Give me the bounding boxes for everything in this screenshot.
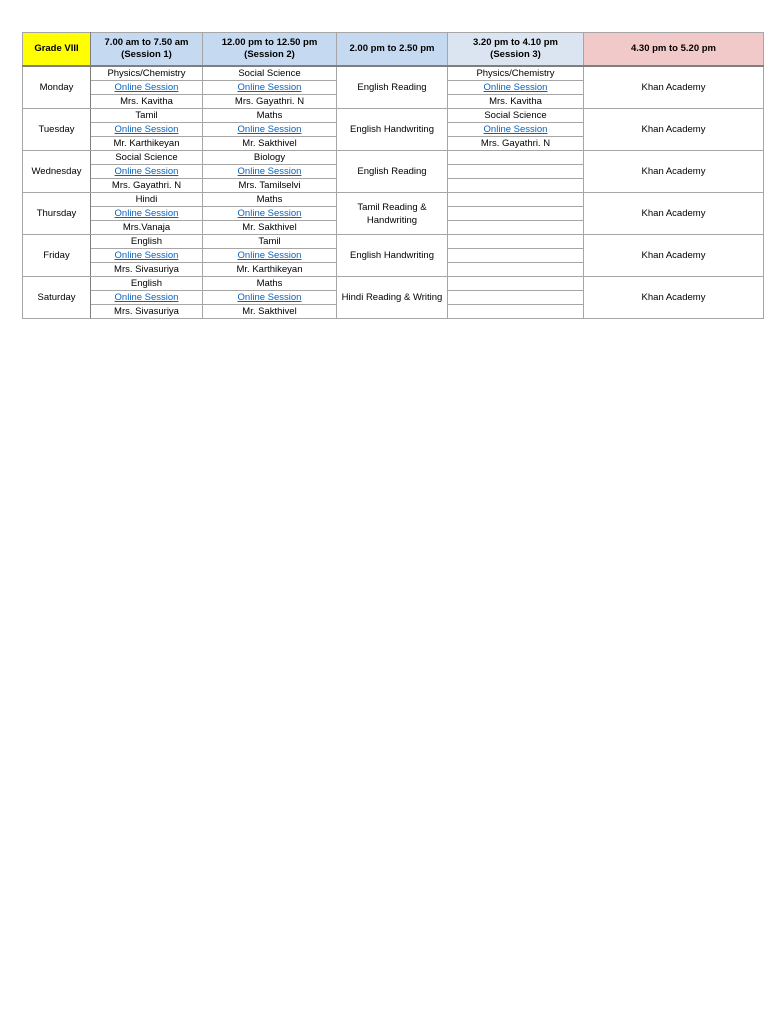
s4-subject: Social Science [448, 109, 584, 123]
slot3-activity: English Handwriting [337, 109, 448, 151]
s1-subject: Physics/Chemistry [91, 66, 203, 81]
online-session-link[interactable]: Online Session [483, 82, 548, 93]
online-session-link[interactable]: Online Session [114, 208, 179, 219]
s4-teacher [448, 305, 584, 319]
s1-teacher: Mrs. Gayathri. N [91, 179, 203, 193]
s2-teacher: Mrs. Gayathri. N [203, 95, 337, 109]
online-session-link[interactable]: Online Session [237, 82, 302, 93]
s2-subject: Social Science [203, 66, 337, 81]
s1-teacher: Mrs. Sivasuriya [91, 263, 203, 277]
day-label: Thursday [23, 193, 91, 235]
s2-teacher: Mr. Karthikeyan [203, 263, 337, 277]
s1-teacher: Mr. Karthikeyan [91, 137, 203, 151]
day-row-line [23, 193, 764, 207]
s1-teacher: Mrs. Kavitha [91, 95, 203, 109]
s1-subject: Social Science [91, 151, 203, 165]
s4-link-cell [448, 123, 584, 137]
s4-link-cell [448, 81, 584, 95]
s2-link-cell [203, 207, 337, 221]
s4-empty [448, 165, 584, 179]
s2-subject: Maths [203, 193, 337, 207]
s4-empty [448, 291, 584, 305]
slot3-activity: Tamil Reading & Handwriting [337, 193, 448, 235]
slot-session: (Session 2) [244, 49, 295, 60]
slot5-activity: Khan Academy [584, 66, 764, 109]
s2-subject: Maths [203, 277, 337, 291]
s2-subject: Tamil [203, 235, 337, 249]
day-label: Saturday [23, 277, 91, 319]
online-session-link[interactable]: Online Session [114, 292, 179, 303]
timetable [22, 32, 764, 319]
s2-link-cell [203, 123, 337, 137]
grade-label: Grade VIII [23, 33, 91, 67]
slot-time: 4.30 pm to 5.20 pm [630, 43, 716, 54]
slot-time: 7.00 am to 7.50 am [104, 37, 189, 48]
day-label: Wednesday [23, 151, 91, 193]
s1-link-cell [91, 207, 203, 221]
slot-session: (Session 3) [490, 49, 541, 60]
s1-subject: English [91, 277, 203, 291]
s2-link-cell [203, 249, 337, 263]
slot-header-1 [91, 33, 203, 67]
online-session-link[interactable]: Online Session [237, 208, 302, 219]
day-row-line [23, 151, 764, 165]
slot5-activity: Khan Academy [584, 193, 764, 235]
slot5-activity: Khan Academy [584, 235, 764, 277]
online-session-link[interactable]: Online Session [237, 124, 302, 135]
s4-teacher [448, 263, 584, 277]
online-session-link[interactable]: Online Session [237, 292, 302, 303]
slot3-activity: English Reading [337, 151, 448, 193]
online-session-link[interactable]: Online Session [114, 250, 179, 261]
day-label: Tuesday [23, 109, 91, 151]
s2-subject: Biology [203, 151, 337, 165]
day-row-line [23, 109, 764, 123]
online-session-link[interactable]: Online Session [114, 166, 179, 177]
s1-teacher: Mrs.Vanaja [91, 221, 203, 235]
header-row [23, 33, 764, 67]
day-label: Monday [23, 66, 91, 109]
slot-session: (Session 1) [121, 49, 172, 60]
s4-empty [448, 207, 584, 221]
s1-subject: Hindi [91, 193, 203, 207]
s4-teacher: Mrs. Gayathri. N [448, 137, 584, 151]
s4-teacher [448, 179, 584, 193]
day-row-line [23, 277, 764, 291]
s4-teacher [448, 221, 584, 235]
s1-link-cell [91, 249, 203, 263]
slot-header-5 [584, 33, 764, 67]
day-row-line [23, 235, 764, 249]
slot-header-2 [203, 33, 337, 67]
online-session-link[interactable]: Online Session [114, 82, 179, 93]
slot3-activity: English Reading [337, 66, 448, 109]
s1-link-cell [91, 81, 203, 95]
day-row-line [23, 66, 764, 81]
s4-subject [448, 235, 584, 249]
s2-link-cell [203, 291, 337, 305]
s4-subject [448, 193, 584, 207]
online-session-link[interactable]: Online Session [237, 250, 302, 261]
s2-teacher: Mrs. Tamilselvi [203, 179, 337, 193]
slot-time: 3.20 pm to 4.10 pm [472, 37, 558, 48]
slot5-activity: Khan Academy [584, 151, 764, 193]
s2-link-cell [203, 81, 337, 95]
slot3-activity: Hindi Reading & Writing [337, 277, 448, 319]
slot3-activity: English Handwriting [337, 235, 448, 277]
s2-teacher: Mr. Sakthivel [203, 305, 337, 319]
s4-subject: Physics/Chemistry [448, 66, 584, 81]
slot5-activity: Khan Academy [584, 109, 764, 151]
day-label: Friday [23, 235, 91, 277]
s4-subject [448, 151, 584, 165]
s1-subject: English [91, 235, 203, 249]
s4-subject [448, 277, 584, 291]
s4-empty [448, 249, 584, 263]
s2-link-cell [203, 165, 337, 179]
s1-subject: Tamil [91, 109, 203, 123]
s1-link-cell [91, 291, 203, 305]
s2-subject: Maths [203, 109, 337, 123]
s1-link-cell [91, 165, 203, 179]
online-session-link[interactable]: Online Session [483, 124, 548, 135]
online-session-link[interactable]: Online Session [237, 166, 302, 177]
slot5-activity: Khan Academy [584, 277, 764, 319]
online-session-link[interactable]: Online Session [114, 124, 179, 135]
s1-teacher: Mrs. Sivasuriya [91, 305, 203, 319]
slot-header-4 [448, 33, 584, 67]
s2-teacher: Mr. Sakthivel [203, 221, 337, 235]
slot-time: 12.00 pm to 12.50 pm [221, 37, 318, 48]
slot-header-3 [337, 33, 448, 67]
s1-link-cell [91, 123, 203, 137]
slot-time: 2.00 pm to 2.50 pm [349, 43, 435, 54]
s4-teacher: Mrs. Kavitha [448, 95, 584, 109]
s2-teacher: Mr. Sakthivel [203, 137, 337, 151]
